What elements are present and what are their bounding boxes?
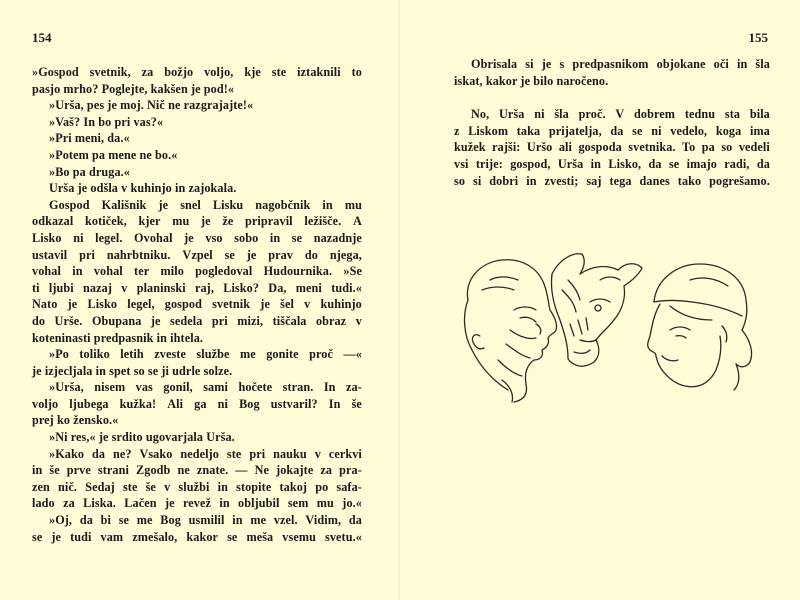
text-line: volјo ljubega kužka! Ali ga ni Bog ustvaril? In še	[32, 396, 362, 411]
text-line: »Vaš? In bo pri vas?«	[49, 114, 164, 129]
text-line: lado za Liska. Lačen je revež in obljubil sem mu jo.«	[32, 496, 362, 511]
text-line: ustavil pri nahrbtniku. Vzpel se je prav do njega,	[32, 247, 362, 262]
woman-head-sketch	[648, 264, 752, 390]
old-man-head-sketch	[465, 260, 557, 402]
text-line: Lisko ni legel. Ovohal je vso sobo in se nazadnje	[32, 230, 362, 245]
text-line: so si dobri in zvesti; saj tega danes tako pogrešamo.	[454, 173, 770, 188]
text-line: zen nič. Sedaj ste še v službi in stopite takoj po safa-	[32, 479, 362, 494]
text-line: pasjo mrho? Poglejte, kakšen je pod!«	[32, 81, 235, 96]
ink-sketch-three-heads-illustration	[450, 240, 760, 420]
page-number-left: 154	[32, 30, 52, 45]
right-page-text	[454, 56, 770, 189]
text-line: »Kako da ne? Vsako nedeljo ste pri nauku v cerkvi	[49, 446, 362, 461]
text-line: kužek rajši: Uršo ali gospoda svetnika. To pa so vedeli	[454, 140, 770, 155]
text-line: do Urše. Obupana je sedela pri mizi, tiščala obraz v	[32, 313, 362, 328]
text-line: »Ni res,« je srdito ugovarjala Urša.	[49, 430, 235, 445]
text-line: »Pri meni, da.«	[49, 131, 130, 146]
text-line: in še prve strani Zgodb ne znate. — Ne jokajte za pra-	[32, 463, 362, 478]
text-line: »Urša, pes je moj. Nič ne razgrajajte!«	[49, 98, 254, 113]
text-line: prej ko žensko.«	[32, 413, 119, 428]
text-line: »Gospod svetnik, za božjo voljo, kje ste iztaknili to	[32, 65, 362, 79]
text-line: Nato je Lisko legel, gospod svetnik je šel v kuhinjo	[32, 297, 362, 312]
text-line: z Liskom taka prijatelja, da se ni vedelo, koga ima	[454, 123, 770, 138]
text-line: Obrisala si je s predpasnikom objokane oči in šla	[471, 57, 770, 71]
text-line: odkazal kotiček, kjer mu je že pripravil ležišče. A	[32, 214, 362, 229]
text-line: vsi trije: gospod, Urša in Lisko, da se imajo radi, da	[454, 156, 770, 171]
text-line: se je tudi vam zmešalo, kakor se meša vsemu svetu.«	[32, 529, 362, 544]
text-line: iskat, kakor je bilo naročeno.	[454, 73, 609, 88]
text-line: »Bo pa druga.«	[49, 164, 130, 179]
paragraph-gap	[454, 89, 770, 106]
text-line: koteninasti predpasnik in ihtela.	[32, 330, 204, 345]
left-page-text	[32, 64, 362, 545]
text-line: ti ljubi nazaj v planinski raj, Lisko? Da, meni tudi.«	[32, 280, 362, 295]
text-line: No, Urša ni šla proč. V dobrem tednu sta bila	[471, 107, 770, 122]
text-line: »Po toliko letih zveste službe me gonite proč —«	[49, 347, 362, 362]
dog-head-sketch	[551, 254, 642, 366]
text-line: je izjecljala in spet so se ji udrle solze.	[32, 363, 233, 378]
text-line: Urša je odšla v kuhinjo in zajokala.	[49, 181, 237, 196]
text-line: »Oj, da bi se me Bog usmilil in me vzel. Vidim, da	[49, 513, 362, 528]
text-line: »Urša, nisem vas gonil, sami hočete stran. In za-	[49, 380, 362, 395]
page-number-right: 155	[748, 30, 768, 45]
text-line: »Potem pa mene ne bo.«	[49, 147, 178, 162]
right-page	[400, 0, 800, 600]
text-line: Gospod Kališnik je snel Lisku nagobčnik in mu	[49, 197, 362, 212]
text-line: vohal in vohal ter milo pogledoval Hudournika. »Se	[32, 264, 362, 279]
